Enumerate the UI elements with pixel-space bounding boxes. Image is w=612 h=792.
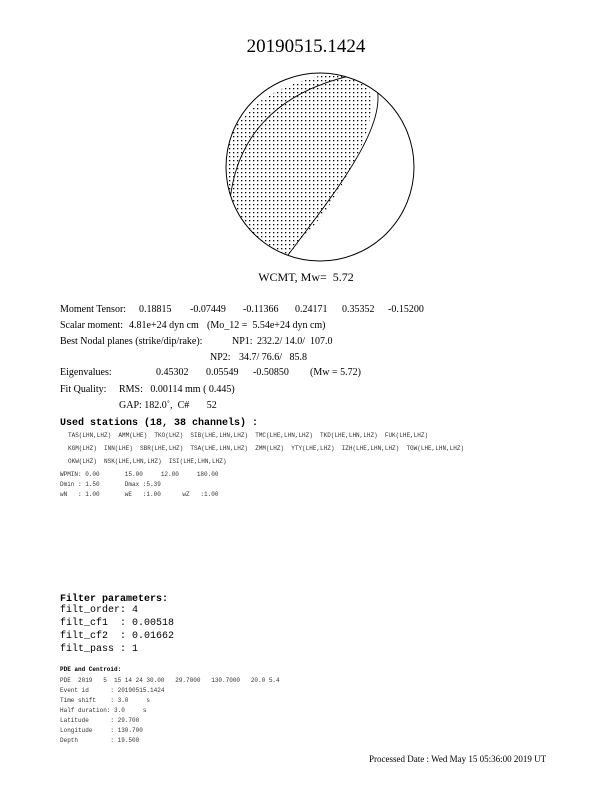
stations-heading: Used stations (18, 38 channels) : — [60, 418, 259, 429]
stations-line: TAS(LHN,LHZ) AMM(LHE) TKO(LHZ) SIB(LHE,LHN,LHZ) TMC(LHE,LHN,LHZ) TKD(LHE,LHN,LHZ) FUK(LHE,LHZ) — [68, 432, 429, 439]
pde-line: Event id : 20190515.1424 — [60, 687, 165, 694]
scalar-moment-label: Scalar moment: — [60, 320, 124, 331]
eigenvalue: 0.05549 — [206, 367, 239, 378]
rms-value: RMS: 0.00114 mm ( 0.445) — [119, 384, 235, 395]
moment-tensor-value: 0.35352 — [342, 304, 375, 315]
compressional-quadrant — [224, 71, 416, 263]
station-params-line: wN : 1.00 wE :1.00 wZ :1.00 — [60, 491, 219, 498]
event-title: 20190515.1424 — [246, 36, 366, 57]
pde-line: PDE 2019 5 15 14 24 30.00 29.7000 130.7000 20.0 5.4 — [60, 677, 280, 684]
pde-line: Longitude : 130.700 — [60, 727, 143, 734]
filter-heading: Filter parameters: — [60, 594, 169, 605]
moment-tensor-label: Moment Tensor: — [60, 304, 127, 315]
mo12-value: (Mo_12 = 5.54e+24 dyn cm) — [207, 320, 326, 331]
beachball-diagram — [224, 71, 416, 263]
pde-line: Depth : 19.500 — [60, 737, 140, 744]
moment-tensor-value: 0.24171 — [295, 304, 328, 315]
scalar-moment-value: 4.81e+24 dyn cm — [129, 320, 199, 331]
np1-value: 232.2/ 14.0/ 107.0 — [257, 336, 333, 347]
np2-label: NP2: — [210, 352, 231, 363]
moment-tensor-value: -0.15200 — [388, 304, 424, 315]
moment-tensor-value: -0.11366 — [243, 304, 279, 315]
eigenvalue: -0.50850 — [253, 367, 289, 378]
nodal-planes-label: Best Nodal planes (strike/dip/rake): — [60, 336, 203, 347]
stations-line: KGM(LHZ) INN(LHE) SBR(LHE,LHZ) TSA(LHE,LHN,LHZ) ZMM(LHZ) YTY(LHE,LHZ) IZH(LHE,LHN,LHZ) TGW(LHE,LHN,LHZ) — [68, 445, 465, 452]
pde-heading: PDE and Centroid: — [60, 666, 122, 673]
np1-label: NP1: — [232, 336, 253, 347]
moment-tensor-value: 0.18815 — [139, 304, 172, 315]
station-params-line: Dmin : 1.50 Dmax :5.39 — [60, 481, 161, 488]
stations-line: OKW(LHZ) NSK(LHE,LHN,LHZ) ISI(LHE,LHN,LHZ) — [68, 458, 227, 465]
pde-line: Latitude : 29.700 — [60, 717, 140, 724]
filter-line: filt_pass : 1 — [60, 644, 139, 655]
filter-line: filt_order: 4 — [60, 605, 139, 616]
filter-line: filt_cf2 : 0.01662 — [60, 631, 175, 642]
mechanism-caption: WCMT, Mw= 5.72 — [258, 270, 354, 284]
np2-value: 34.7/ 76.6/ 85.8 — [239, 352, 308, 363]
eigenvalue: 0.45302 — [156, 367, 189, 378]
moment-tensor-value: -0.07449 — [190, 304, 226, 315]
eigen-mw: (Mw = 5.72) — [310, 367, 361, 378]
pde-line: Half duration: 3.0 s — [60, 707, 147, 714]
filter-line: filt_cf1 : 0.00518 — [60, 618, 175, 629]
station-params-line: WPMIN: 0.00 15.00 12.00 180.00 — [60, 471, 219, 478]
fit-quality-label: Fit Quality: — [60, 384, 107, 395]
eigenvalues-label: Eigenvalues: — [60, 367, 112, 378]
processed-date: Processed Date : Wed May 15 05:36:00 2019 UT — [369, 754, 547, 764]
gap-value: GAP: 182.0˚, C# 52 — [119, 400, 217, 411]
pde-line: Time shift : 3.0 s — [60, 697, 151, 704]
